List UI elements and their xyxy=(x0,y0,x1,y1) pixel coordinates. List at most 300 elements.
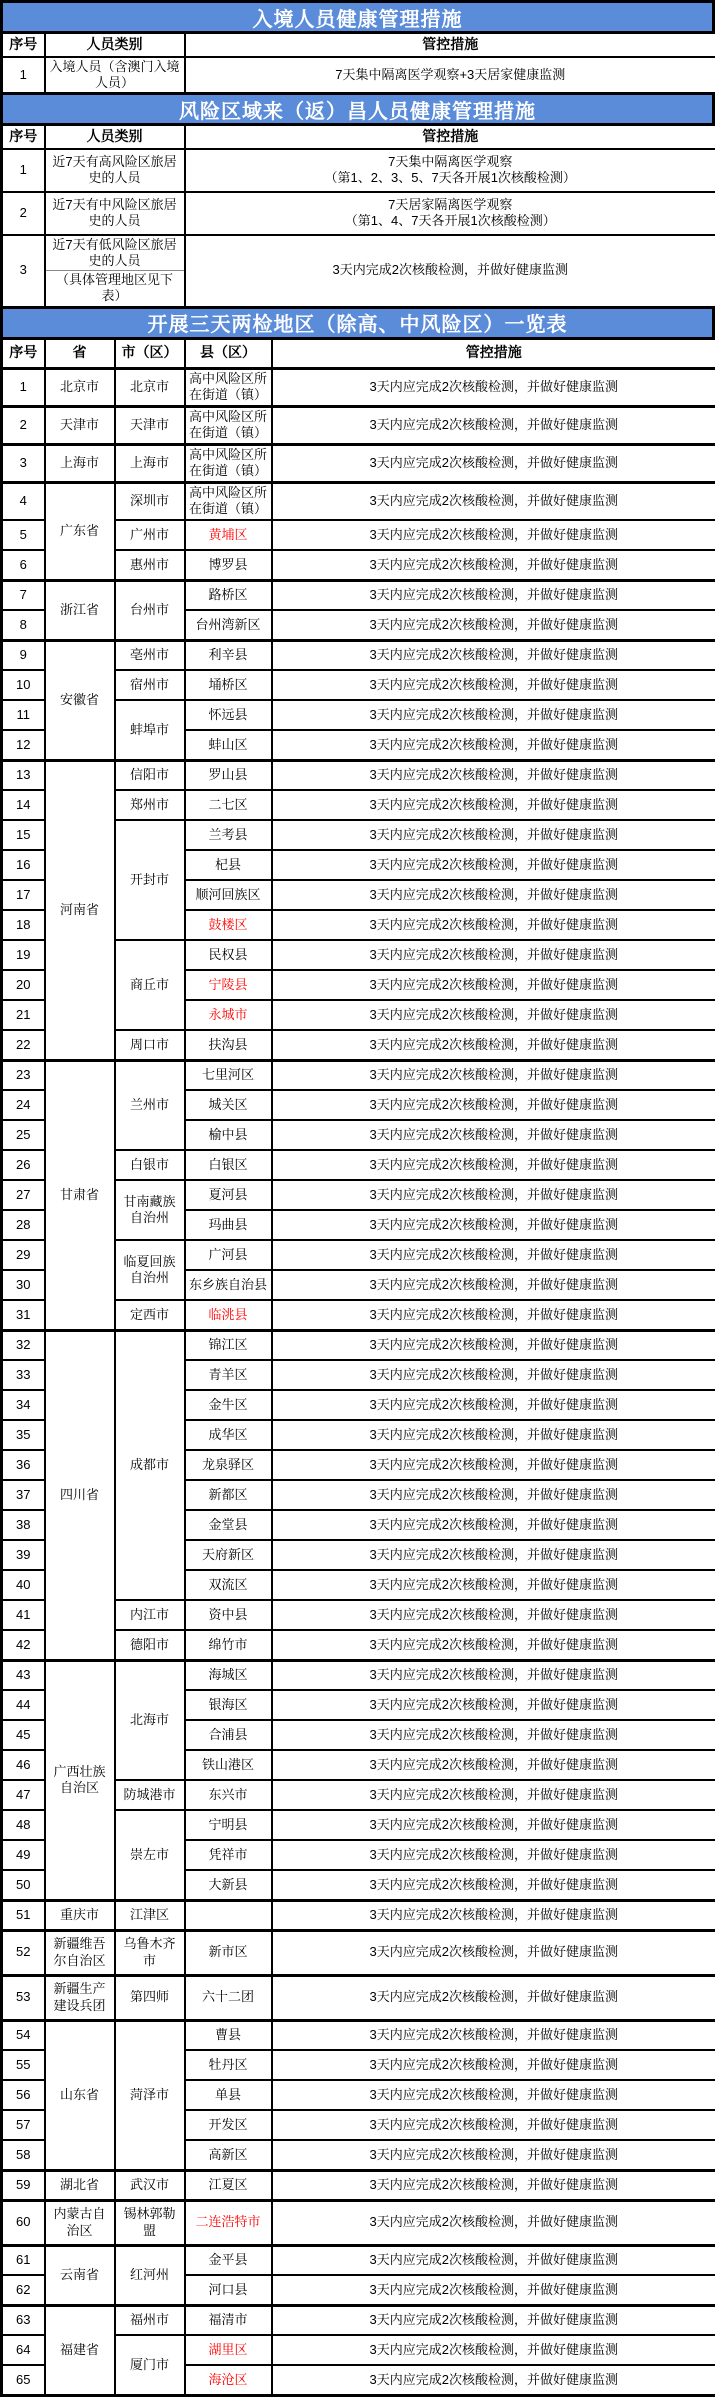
county-cell: 成华区 xyxy=(185,1420,272,1450)
region-row xyxy=(2,2305,715,2335)
seq-cell: 50 xyxy=(2,1870,45,1900)
seq-cell: 44 xyxy=(2,1690,45,1720)
county-cell: 高中风险区所在街道（镇） xyxy=(185,406,272,444)
county-cell: 曹县 xyxy=(185,2020,272,2050)
measure-cell: 7天集中隔离医学观察+3天居家健康监测 xyxy=(185,57,715,94)
measure-cell: 3天内完成2次核酸检测，并做好健康监测 xyxy=(185,235,715,308)
seq-cell: 24 xyxy=(2,1090,45,1120)
measure-cell: 3天内应完成2次核酸检测，并做好健康监测 xyxy=(272,1780,715,1810)
seq-cell: 65 xyxy=(2,2365,45,2395)
risk-header-row xyxy=(2,125,715,149)
city-cell: 菏泽市 xyxy=(115,2020,185,2170)
region-row xyxy=(2,760,715,790)
measure-cell: 3天内应完成2次核酸检测，并做好健康监测 xyxy=(272,1150,715,1180)
city-cell: 防城港市 xyxy=(115,1780,185,1810)
county-cell: 路桥区 xyxy=(185,580,272,610)
city-cell: 广州市 xyxy=(115,520,185,550)
county-cell: 蚌山区 xyxy=(185,730,272,760)
seq-cell: 52 xyxy=(2,1930,45,1975)
city-cell: 定西市 xyxy=(115,1300,185,1330)
county-cell: 单县 xyxy=(185,2080,272,2110)
measure-cell: 3天内应完成2次核酸检测，并做好健康监测 xyxy=(272,1120,715,1150)
county-cell: 利辛县 xyxy=(185,640,272,670)
seq-cell: 1 xyxy=(2,57,45,94)
col-seq: 序号 xyxy=(2,125,45,149)
col-city: 市（区） xyxy=(115,338,185,368)
measure-line2: （第1、4、7天各开展1次核酸检测） xyxy=(344,213,556,228)
measure-cell: 3天内应完成2次核酸检测，并做好健康监测 xyxy=(272,1510,715,1540)
county-cell: 绵竹市 xyxy=(185,1630,272,1660)
measure-cell: 3天内应完成2次核酸检测，并做好健康监测 xyxy=(272,2200,715,2245)
county-cell: 玛曲县 xyxy=(185,1210,272,1240)
measure-cell: 3天内应完成2次核酸检测，并做好健康监测 xyxy=(272,1420,715,1450)
seq-cell: 37 xyxy=(2,1480,45,1510)
county-cell: 高中风险区所在街道（镇） xyxy=(185,444,272,482)
city-cell: 开封市 xyxy=(115,820,185,940)
region-row xyxy=(2,2170,715,2200)
measure-cell xyxy=(185,192,715,235)
seq-cell: 27 xyxy=(2,1180,45,1210)
region-row xyxy=(2,1975,715,2020)
seq-cell: 20 xyxy=(2,970,45,1000)
section3-title: 开展三天两检地区（除高、中风险区）一览表 xyxy=(147,314,568,336)
col-measure: 管控措施 xyxy=(185,125,715,149)
county-cell: 兰考县 xyxy=(185,820,272,850)
seq-cell: 10 xyxy=(2,670,45,700)
category-cell: 入境人员（含澳门入境人员） xyxy=(45,57,185,94)
city-cell: 深圳市 xyxy=(115,482,185,520)
county-cell: 凭祥市 xyxy=(185,1840,272,1870)
city-cell: 第四师 xyxy=(115,1975,185,2020)
measure-cell xyxy=(185,149,715,192)
seq-cell: 42 xyxy=(2,1630,45,1660)
county-cell: 金堂县 xyxy=(185,1510,272,1540)
measure-cell: 3天内应完成2次核酸检测，并做好健康监测 xyxy=(272,1570,715,1600)
county-cell: 怀远县 xyxy=(185,700,272,730)
measure-cell: 3天内应完成2次核酸检测，并做好健康监测 xyxy=(272,580,715,610)
county-cell: 河口县 xyxy=(185,2275,272,2305)
measure-cell: 3天内应完成2次核酸检测，并做好健康监测 xyxy=(272,1270,715,1300)
seq-cell: 1 xyxy=(2,149,45,192)
measure-cell: 3天内应完成2次核酸检测，并做好健康监测 xyxy=(272,444,715,482)
city-cell: 蚌埠市 xyxy=(115,700,185,760)
col-measure: 管控措施 xyxy=(185,33,715,57)
seq-cell: 7 xyxy=(2,580,45,610)
seq-cell: 12 xyxy=(2,730,45,760)
measure-cell: 3天内应完成2次核酸检测，并做好健康监测 xyxy=(272,880,715,910)
city-cell: 台州市 xyxy=(115,580,185,640)
seq-cell: 13 xyxy=(2,760,45,790)
county-cell: 宁陵县 xyxy=(185,970,272,1000)
region-row xyxy=(2,406,715,444)
seq-cell: 28 xyxy=(2,1210,45,1240)
measure-cell: 3天内应完成2次核酸检测，并做好健康监测 xyxy=(272,1060,715,1090)
measure-cell: 3天内应完成2次核酸检测，并做好健康监测 xyxy=(272,2305,715,2335)
region-row xyxy=(2,1900,715,1930)
entry-table xyxy=(0,31,715,95)
seq-cell: 36 xyxy=(2,1450,45,1480)
seq-cell: 60 xyxy=(2,2200,45,2245)
county-cell: 临洮县 xyxy=(185,1300,272,1330)
province-cell: 重庆市 xyxy=(45,1900,115,1930)
province-cell: 新疆维吾尔自治区 xyxy=(45,1930,115,1975)
seq-cell: 3 xyxy=(2,235,45,308)
county-cell: 榆中县 xyxy=(185,1120,272,1150)
region-row xyxy=(2,2020,715,2050)
county-cell: 台州湾新区 xyxy=(185,610,272,640)
city-cell: 郑州市 xyxy=(115,790,185,820)
county-cell: 夏河县 xyxy=(185,1180,272,1210)
seq-cell: 62 xyxy=(2,2275,45,2305)
seq-cell: 64 xyxy=(2,2335,45,2365)
region-row xyxy=(2,1330,715,1360)
city-cell: 成都市 xyxy=(115,1330,185,1600)
city-cell: 江津区 xyxy=(115,1900,185,1930)
region-row xyxy=(2,580,715,610)
city-cell: 天津市 xyxy=(115,406,185,444)
measure-line1: 7天居家隔离医学观察 xyxy=(388,196,513,212)
region-row xyxy=(2,1660,715,1690)
city-cell: 武汉市 xyxy=(115,2170,185,2200)
seq-cell: 8 xyxy=(2,610,45,640)
city-cell: 厦门市 xyxy=(115,2335,185,2395)
county-cell: 东兴市 xyxy=(185,1780,272,1810)
seq-cell: 46 xyxy=(2,1750,45,1780)
category-cell: 近7天有高风险区旅居史的人员 xyxy=(45,149,185,192)
seq-cell: 21 xyxy=(2,1000,45,1030)
col-category: 人员类别 xyxy=(45,33,185,57)
county-cell: 高新区 xyxy=(185,2140,272,2170)
province-cell: 湖北省 xyxy=(45,2170,115,2200)
seq-cell: 48 xyxy=(2,1810,45,1840)
measure-cell: 3天内应完成2次核酸检测，并做好健康监测 xyxy=(272,640,715,670)
measure-cell: 3天内应完成2次核酸检测，并做好健康监测 xyxy=(272,1840,715,1870)
measure-cell: 3天内应完成2次核酸检测，并做好健康监测 xyxy=(272,2275,715,2305)
category-top: 近7天有低风险区旅居史的人员 xyxy=(46,236,184,272)
seq-cell: 2 xyxy=(2,192,45,235)
measure-line1: 7天集中隔离医学观察 xyxy=(388,153,513,169)
seq-cell: 51 xyxy=(2,1900,45,1930)
seq-cell: 3 xyxy=(2,444,45,482)
region-row xyxy=(2,444,715,482)
county-cell: 锦江区 xyxy=(185,1330,272,1360)
measure-cell: 3天内应完成2次核酸检测，并做好健康监测 xyxy=(272,940,715,970)
city-cell: 北京市 xyxy=(115,368,185,406)
seq-cell: 35 xyxy=(2,1420,45,1450)
county-cell: 湖里区 xyxy=(185,2335,272,2365)
measure-cell: 3天内应完成2次核酸检测，并做好健康监测 xyxy=(272,1450,715,1480)
col-seq: 序号 xyxy=(2,338,45,368)
seq-cell: 32 xyxy=(2,1330,45,1360)
measure-cell: 3天内应完成2次核酸检测，并做好健康监测 xyxy=(272,2170,715,2200)
measure-cell: 3天内应完成2次核酸检测，并做好健康监测 xyxy=(272,820,715,850)
city-cell: 内江市 xyxy=(115,1600,185,1630)
county-cell: 金平县 xyxy=(185,2245,272,2275)
county-cell: 江夏区 xyxy=(185,2170,272,2200)
seq-cell: 11 xyxy=(2,700,45,730)
county-cell: 天府新区 xyxy=(185,1540,272,1570)
measure-cell: 3天内应完成2次核酸检测，并做好健康监测 xyxy=(272,1180,715,1210)
seq-cell: 19 xyxy=(2,940,45,970)
county-cell: 二七区 xyxy=(185,790,272,820)
measure-cell: 3天内应完成2次核酸检测，并做好健康监测 xyxy=(272,1480,715,1510)
seq-cell: 40 xyxy=(2,1570,45,1600)
city-cell: 亳州市 xyxy=(115,640,185,670)
province-cell: 河南省 xyxy=(45,760,115,1060)
seq-cell: 54 xyxy=(2,2020,45,2050)
region-table-body xyxy=(2,368,715,2395)
entry-header-row xyxy=(2,33,715,57)
measure-cell: 3天内应完成2次核酸检测，并做好健康监测 xyxy=(272,1810,715,1840)
county-cell xyxy=(185,1900,272,1930)
measure-cell: 3天内应完成2次核酸检测，并做好健康监测 xyxy=(272,850,715,880)
seq-cell: 17 xyxy=(2,880,45,910)
seq-cell: 9 xyxy=(2,640,45,670)
col-measure: 管控措施 xyxy=(272,338,715,368)
county-cell: 双流区 xyxy=(185,1570,272,1600)
county-cell: 扶沟县 xyxy=(185,1030,272,1060)
col-county: 县（区） xyxy=(185,338,272,368)
seq-cell: 43 xyxy=(2,1660,45,1690)
city-cell: 福州市 xyxy=(115,2305,185,2335)
section2-title: 风险区域来（返）昌人员健康管理措施 xyxy=(179,100,536,123)
province-cell: 福建省 xyxy=(45,2305,115,2395)
seq-cell: 22 xyxy=(2,1030,45,1060)
city-cell: 宿州市 xyxy=(115,670,185,700)
seq-cell: 61 xyxy=(2,2245,45,2275)
seq-cell: 4 xyxy=(2,482,45,520)
county-cell: 顺河回族区 xyxy=(185,880,272,910)
measure-cell: 3天内应完成2次核酸检测，并做好健康监测 xyxy=(272,1390,715,1420)
measure-cell: 3天内应完成2次核酸检测，并做好健康监测 xyxy=(272,1975,715,2020)
measure-cell: 3天内应完成2次核酸检测，并做好健康监测 xyxy=(272,610,715,640)
county-cell: 铁山港区 xyxy=(185,1750,272,1780)
region-header-row xyxy=(2,338,715,368)
measure-line2: （第1、2、3、5、7天各开展1次核酸检测） xyxy=(324,170,576,185)
county-cell: 海沧区 xyxy=(185,2365,272,2395)
section3-banner xyxy=(0,306,715,340)
measure-cell: 3天内应完成2次核酸检测，并做好健康监测 xyxy=(272,2110,715,2140)
county-cell: 龙泉驿区 xyxy=(185,1450,272,1480)
city-cell: 红河州 xyxy=(115,2245,185,2305)
province-cell: 甘肃省 xyxy=(45,1060,115,1330)
region-row xyxy=(2,2245,715,2275)
county-cell: 新都区 xyxy=(185,1480,272,1510)
province-cell: 天津市 xyxy=(45,406,115,444)
region-row xyxy=(2,482,715,520)
seq-cell: 16 xyxy=(2,850,45,880)
measure-cell: 3天内应完成2次核酸检测，并做好健康监测 xyxy=(272,2050,715,2080)
measure-cell: 3天内应完成2次核酸检测，并做好健康监测 xyxy=(272,2140,715,2170)
county-cell: 广河县 xyxy=(185,1240,272,1270)
seq-cell: 56 xyxy=(2,2080,45,2110)
entry-row xyxy=(2,57,715,94)
seq-cell: 31 xyxy=(2,1300,45,1330)
city-cell: 商丘市 xyxy=(115,940,185,1030)
city-cell: 上海市 xyxy=(115,444,185,482)
risk-row-medium xyxy=(2,192,715,235)
county-cell: 东乡族自治县 xyxy=(185,1270,272,1300)
seq-cell: 39 xyxy=(2,1540,45,1570)
county-cell: 埇桥区 xyxy=(185,670,272,700)
province-cell: 广西壮族自治区 xyxy=(45,1660,115,1900)
seq-cell: 23 xyxy=(2,1060,45,1090)
measure-cell: 3天内应完成2次核酸检测，并做好健康监测 xyxy=(272,406,715,444)
county-cell: 合浦县 xyxy=(185,1720,272,1750)
city-cell: 德阳市 xyxy=(115,1630,185,1660)
county-cell: 杞县 xyxy=(185,850,272,880)
measure-cell: 3天内应完成2次核酸检测，并做好健康监测 xyxy=(272,910,715,940)
county-cell: 城关区 xyxy=(185,1090,272,1120)
measure-cell: 3天内应完成2次核酸检测，并做好健康监测 xyxy=(272,368,715,406)
county-cell: 青羊区 xyxy=(185,1360,272,1390)
measure-cell: 3天内应完成2次核酸检测，并做好健康监测 xyxy=(272,2245,715,2275)
province-cell: 上海市 xyxy=(45,444,115,482)
measure-cell: 3天内应完成2次核酸检测，并做好健康监测 xyxy=(272,1300,715,1330)
county-cell: 福清市 xyxy=(185,2305,272,2335)
city-cell: 惠州市 xyxy=(115,550,185,580)
seq-cell: 38 xyxy=(2,1510,45,1540)
county-cell: 资中县 xyxy=(185,1600,272,1630)
seq-cell: 57 xyxy=(2,2110,45,2140)
measure-cell: 3天内应完成2次核酸检测，并做好健康监测 xyxy=(272,1330,715,1360)
city-cell: 信阳市 xyxy=(115,760,185,790)
region-row xyxy=(2,1930,715,1975)
seq-cell: 34 xyxy=(2,1390,45,1420)
measure-cell: 3天内应完成2次核酸检测，并做好健康监测 xyxy=(272,1090,715,1120)
county-cell: 高中风险区所在街道（镇） xyxy=(185,368,272,406)
city-cell: 临夏回族自治州 xyxy=(115,1240,185,1300)
county-cell: 牡丹区 xyxy=(185,2050,272,2080)
measure-cell: 3天内应完成2次核酸检测，并做好健康监测 xyxy=(272,970,715,1000)
city-cell: 乌鲁木齐市 xyxy=(115,1930,185,1975)
province-cell: 四川省 xyxy=(45,1330,115,1660)
province-cell: 云南省 xyxy=(45,2245,115,2305)
seq-cell: 26 xyxy=(2,1150,45,1180)
measure-cell: 3天内应完成2次核酸检测，并做好健康监测 xyxy=(272,1630,715,1660)
county-cell: 白银区 xyxy=(185,1150,272,1180)
county-cell: 大新县 xyxy=(185,1870,272,1900)
city-cell: 北海市 xyxy=(115,1660,185,1780)
county-cell: 罗山县 xyxy=(185,760,272,790)
col-category: 人员类别 xyxy=(45,125,185,149)
county-cell: 开发区 xyxy=(185,2110,272,2140)
province-cell: 广东省 xyxy=(45,482,115,580)
seq-cell: 45 xyxy=(2,1720,45,1750)
county-cell: 七里河区 xyxy=(185,1060,272,1090)
measure-cell: 3天内应完成2次核酸检测，并做好健康监测 xyxy=(272,2365,715,2395)
region-row xyxy=(2,2200,715,2245)
risk-row-high xyxy=(2,149,715,192)
section2-banner xyxy=(0,92,715,126)
measure-cell: 3天内应完成2次核酸检测，并做好健康监测 xyxy=(272,1750,715,1780)
measure-cell: 3天内应完成2次核酸检测，并做好健康监测 xyxy=(272,760,715,790)
seq-cell: 14 xyxy=(2,790,45,820)
measure-cell: 3天内应完成2次核酸检测，并做好健康监测 xyxy=(272,550,715,580)
measure-cell: 3天内应完成2次核酸检测，并做好健康监测 xyxy=(272,1210,715,1240)
county-cell: 新市区 xyxy=(185,1930,272,1975)
county-cell: 二连浩特市 xyxy=(185,2200,272,2245)
province-cell: 安徽省 xyxy=(45,640,115,760)
seq-cell: 18 xyxy=(2,910,45,940)
seq-cell: 29 xyxy=(2,1240,45,1270)
seq-cell: 59 xyxy=(2,2170,45,2200)
seq-cell: 47 xyxy=(2,1780,45,1810)
measure-cell: 3天内应完成2次核酸检测，并做好健康监测 xyxy=(272,1000,715,1030)
region-row xyxy=(2,640,715,670)
risk-row-low xyxy=(2,235,715,308)
seq-cell: 25 xyxy=(2,1120,45,1150)
measure-cell: 3天内应完成2次核酸检测，并做好健康监测 xyxy=(272,670,715,700)
county-cell: 博罗县 xyxy=(185,550,272,580)
seq-cell: 15 xyxy=(2,820,45,850)
col-seq: 序号 xyxy=(2,33,45,57)
seq-cell: 58 xyxy=(2,2140,45,2170)
measure-cell: 3天内应完成2次核酸检测，并做好健康监测 xyxy=(272,520,715,550)
seq-cell: 55 xyxy=(2,2050,45,2080)
measure-cell: 3天内应完成2次核酸检测，并做好健康监测 xyxy=(272,1900,715,1930)
measure-cell: 3天内应完成2次核酸检测，并做好健康监测 xyxy=(272,1720,715,1750)
measure-cell: 3天内应完成2次核酸检测，并做好健康监测 xyxy=(272,1600,715,1630)
measure-cell: 3天内应完成2次核酸检测，并做好健康监测 xyxy=(272,1870,715,1900)
measure-cell: 3天内应完成2次核酸检测，并做好健康监测 xyxy=(272,482,715,520)
province-cell: 山东省 xyxy=(45,2020,115,2170)
city-cell: 锡林郭勒盟 xyxy=(115,2200,185,2245)
seq-cell: 6 xyxy=(2,550,45,580)
province-cell: 浙江省 xyxy=(45,580,115,640)
measure-cell: 3天内应完成2次核酸检测，并做好健康监测 xyxy=(272,1540,715,1570)
county-cell: 金牛区 xyxy=(185,1390,272,1420)
measure-cell: 3天内应完成2次核酸检测，并做好健康监测 xyxy=(272,2080,715,2110)
section1-title: 入境人员健康管理措施 xyxy=(252,8,463,31)
county-cell: 永城市 xyxy=(185,1000,272,1030)
county-cell: 六十二团 xyxy=(185,1975,272,2020)
category-cell: 近7天有中风险区旅居史的人员 xyxy=(45,192,185,235)
county-cell: 海城区 xyxy=(185,1660,272,1690)
seq-cell: 49 xyxy=(2,1840,45,1870)
seq-cell: 53 xyxy=(2,1975,45,2020)
city-cell: 甘南藏族自治州 xyxy=(115,1180,185,1240)
city-cell: 兰州市 xyxy=(115,1060,185,1150)
measure-cell: 3天内应完成2次核酸检测，并做好健康监测 xyxy=(272,1030,715,1060)
col-province: 省 xyxy=(45,338,115,368)
county-cell: 高中风险区所在街道（镇） xyxy=(185,482,272,520)
county-cell: 黄埔区 xyxy=(185,520,272,550)
measure-cell: 3天内应完成2次核酸检测，并做好健康监测 xyxy=(272,790,715,820)
measure-cell: 3天内应完成2次核酸检测，并做好健康监测 xyxy=(272,730,715,760)
province-cell: 内蒙古自治区 xyxy=(45,2200,115,2245)
measure-cell: 3天内应完成2次核酸检测，并做好健康监测 xyxy=(272,1930,715,1975)
county-cell: 宁明县 xyxy=(185,1810,272,1840)
seq-cell: 33 xyxy=(2,1360,45,1390)
measure-cell: 3天内应完成2次核酸检测，并做好健康监测 xyxy=(272,2020,715,2050)
city-cell: 白银市 xyxy=(115,1150,185,1180)
measure-cell: 3天内应完成2次核酸检测，并做好健康监测 xyxy=(272,1360,715,1390)
risk-table xyxy=(0,123,715,309)
measure-cell: 3天内应完成2次核酸检测，并做好健康监测 xyxy=(272,2335,715,2365)
seq-cell: 2 xyxy=(2,406,45,444)
section1-banner xyxy=(0,0,715,34)
region-table xyxy=(0,337,715,2397)
county-cell: 民权县 xyxy=(185,940,272,970)
county-cell: 银海区 xyxy=(185,1690,272,1720)
city-cell: 崇左市 xyxy=(115,1810,185,1900)
county-cell: 鼓楼区 xyxy=(185,910,272,940)
province-cell: 北京市 xyxy=(45,368,115,406)
measure-cell: 3天内应完成2次核酸检测，并做好健康监测 xyxy=(272,1690,715,1720)
seq-cell: 5 xyxy=(2,520,45,550)
seq-cell: 63 xyxy=(2,2305,45,2335)
